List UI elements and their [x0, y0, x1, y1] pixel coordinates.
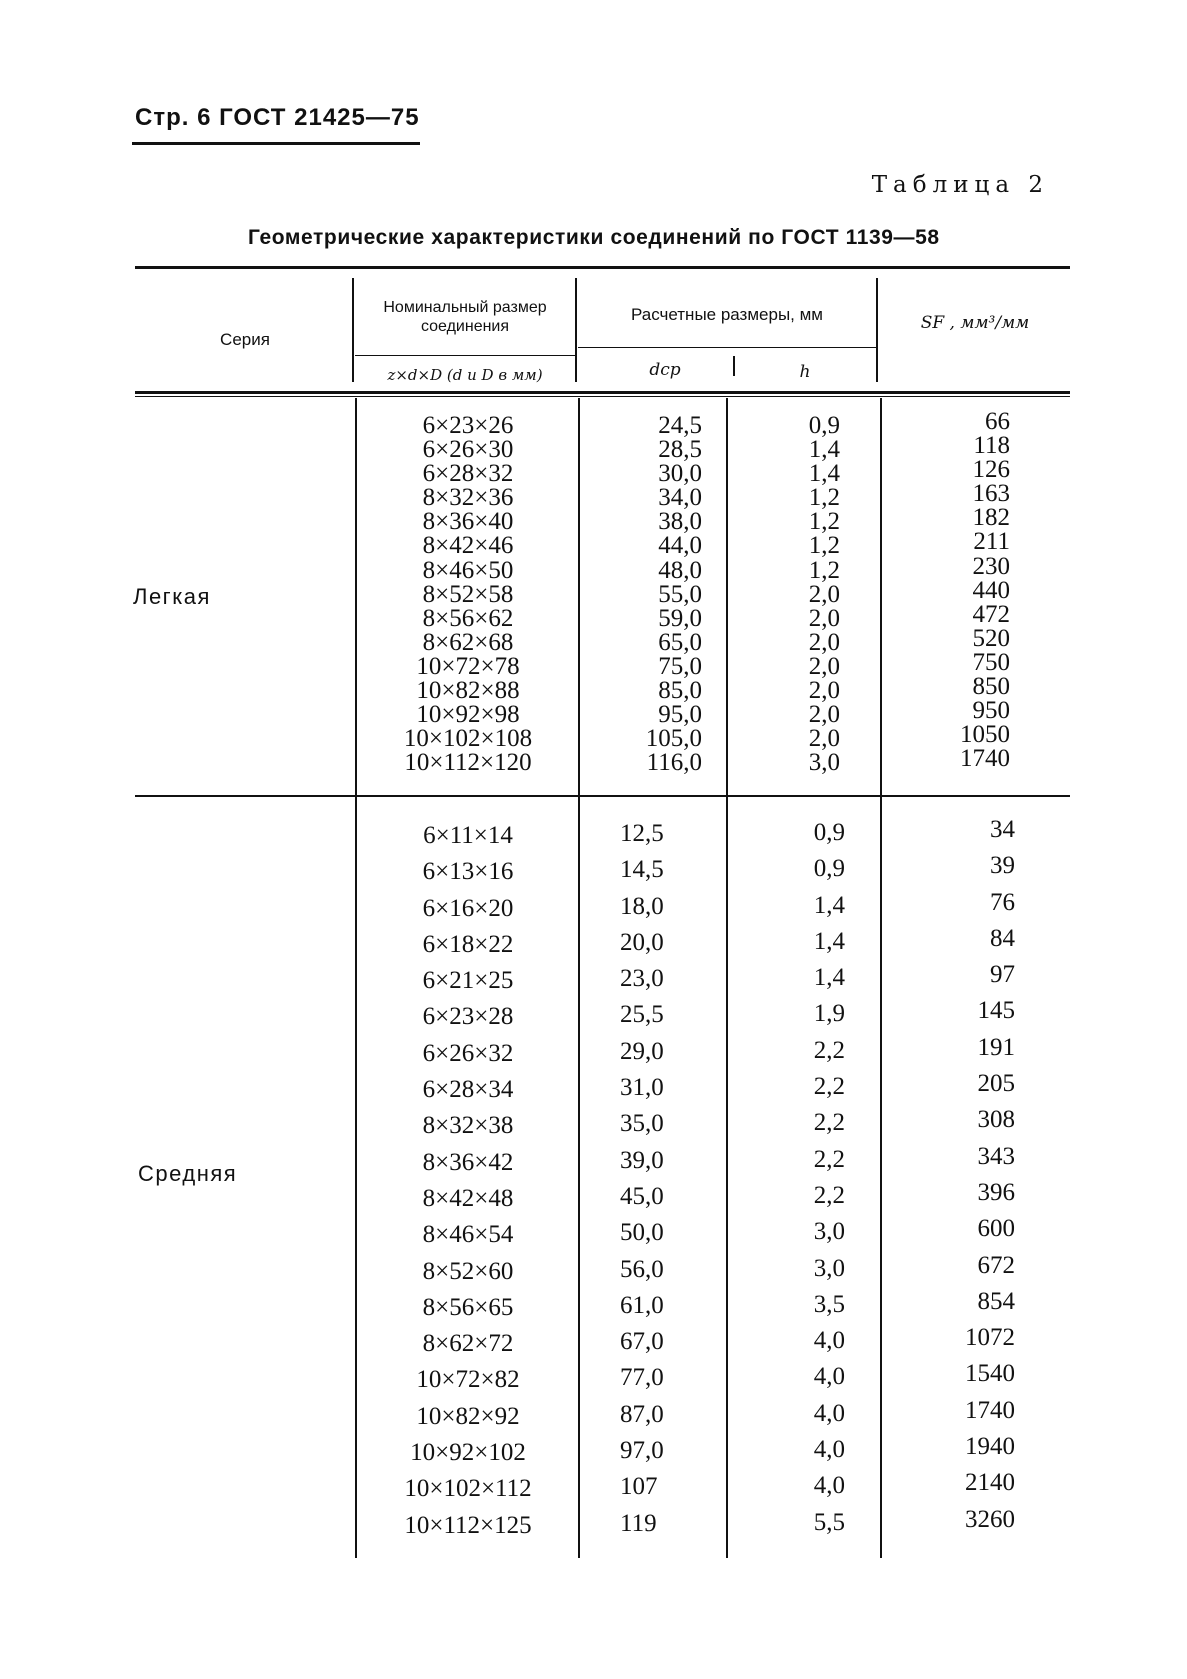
- cell-size: 8×56×62: [422, 604, 514, 632]
- body-vline-1: [355, 398, 357, 1558]
- cell-size: 10×72×82: [416, 1366, 520, 1394]
- cell-h: 1,4: [813, 964, 845, 992]
- cell-sf: 950: [972, 697, 1010, 725]
- cell-h: 2,0: [808, 628, 840, 656]
- cell-h: 1,4: [808, 436, 840, 464]
- cell-dcp: 45,0: [620, 1182, 664, 1210]
- cell-dcp: 31,0: [620, 1074, 664, 1102]
- cell-size: 10×112×120: [404, 749, 532, 777]
- cell-dcp: 38,0: [658, 508, 702, 536]
- cell-sf: 600: [977, 1215, 1015, 1243]
- header-nominal-sub: z×d×D (d и D в мм): [387, 366, 543, 384]
- header-bottom-rule-2: [135, 396, 1070, 397]
- cell-sf: 850: [972, 673, 1010, 701]
- table-top-rule: [135, 266, 1070, 269]
- header-vline-2: [575, 278, 577, 382]
- cell-dcp: 67,0: [620, 1328, 664, 1356]
- cell-size: 10×112×125: [404, 1511, 532, 1539]
- cell-h: 1,2: [808, 508, 840, 536]
- cell-dcp: 23,0: [620, 965, 664, 993]
- group2-dcp-column: [620, 816, 700, 1542]
- cell-sf: 1540: [965, 1360, 1015, 1388]
- cell-dcp: 77,0: [620, 1364, 664, 1392]
- cell-sf: 145: [977, 997, 1015, 1025]
- cell-dcp: 59,0: [658, 604, 702, 632]
- group2-sf-column: [935, 812, 1015, 1538]
- cell-sf: 211: [973, 528, 1010, 556]
- cell-size: 8×42×46: [422, 532, 514, 560]
- cell-sf: 126: [972, 456, 1010, 484]
- group1-sf-column: [930, 410, 1010, 771]
- cell-sf: 39: [990, 852, 1015, 880]
- header-rule: [132, 142, 420, 145]
- header-vline-3: [876, 278, 878, 382]
- page-header: Стр. 6 ГОСТ 21425—75: [135, 104, 420, 131]
- cell-dcp: 44,0: [658, 532, 702, 560]
- cell-h: 5,5: [813, 1508, 845, 1536]
- cell-dcp: 61,0: [620, 1291, 664, 1319]
- nominal-sub-rule: [355, 355, 575, 356]
- group1-dcp-column: [612, 414, 702, 775]
- cell-sf: 205: [977, 1070, 1015, 1098]
- cell-dcp: 28,5: [658, 436, 702, 464]
- cell-h: 4,0: [813, 1472, 845, 1500]
- cell-dcp: 39,0: [620, 1146, 664, 1174]
- cell-size: 6×13×16: [422, 858, 514, 886]
- cell-size: 8×52×60: [422, 1257, 514, 1285]
- header-vline-dcp-h: [733, 356, 735, 376]
- cell-h: 0,9: [813, 855, 845, 883]
- cell-size: 10×72×78: [416, 652, 520, 680]
- cell-h: 2,0: [808, 580, 840, 608]
- cell-dcp: 14,5: [620, 856, 664, 884]
- cell-dcp: 35,0: [620, 1110, 664, 1138]
- cell-dcp: 20,0: [620, 928, 664, 956]
- cell-size: 6×23×26: [422, 412, 514, 439]
- header-nominal: Номинальный размер соединения: [383, 299, 547, 335]
- cell-sf: 1072: [965, 1324, 1015, 1352]
- cell-size: 10×82×88: [416, 677, 520, 705]
- cell-size: 6×28×34: [422, 1076, 514, 1104]
- cell-dcp: 107: [620, 1473, 658, 1501]
- cell-h: 2,2: [813, 1073, 845, 1101]
- cell-h: 3,0: [813, 1218, 845, 1246]
- body-vline-4: [880, 398, 882, 1558]
- header-calc: Расчетные размеры, мм: [630, 305, 823, 324]
- cell-h: 3,0: [813, 1254, 845, 1282]
- group1-size-column: [368, 414, 568, 775]
- cell-sf: 472: [972, 600, 1010, 628]
- cell-sf: 182: [972, 504, 1010, 532]
- cell-dcp: 50,0: [620, 1219, 664, 1247]
- cell-size: 6×18×22: [422, 930, 514, 958]
- cell-sf: 3260: [965, 1505, 1015, 1533]
- cell-dcp: 48,0: [658, 556, 702, 584]
- cell-sf: 396: [977, 1178, 1015, 1206]
- body-vline-2: [578, 398, 580, 1558]
- cell-h: 2,0: [808, 604, 840, 632]
- body-vline-3: [726, 398, 728, 1558]
- cell-size: 8×36×42: [422, 1148, 514, 1176]
- cell-dcp: 30,0: [658, 460, 702, 488]
- cell-sf: 2140: [965, 1469, 1015, 1497]
- cell-sf: 308: [977, 1106, 1015, 1134]
- cell-dcp: 85,0: [658, 677, 702, 705]
- cell-sf: 230: [972, 552, 1010, 580]
- cell-sf: 1740: [960, 745, 1010, 773]
- cell-size: 6×26×32: [422, 1039, 514, 1067]
- cell-h: 1,4: [813, 891, 845, 919]
- group2-size-column: [368, 818, 568, 1544]
- header-bottom-rule: [135, 391, 1070, 394]
- header-series: Серия: [220, 330, 270, 349]
- cell-size: 10×102×108: [403, 725, 533, 753]
- cell-h: 2,0: [808, 652, 840, 680]
- cell-size: 8×32×36: [422, 484, 514, 512]
- cell-dcp: 65,0: [658, 628, 702, 656]
- cell-size: 8×52×58: [422, 580, 514, 608]
- cell-sf: 1050: [960, 721, 1010, 749]
- cell-sf: 66: [985, 408, 1010, 435]
- cell-sf: 118: [973, 432, 1010, 460]
- cell-sf: 191: [977, 1033, 1015, 1061]
- cell-sf: 163: [972, 480, 1010, 508]
- cell-h: 1,4: [813, 927, 845, 955]
- cell-h: 2,2: [813, 1109, 845, 1137]
- cell-dcp: 34,0: [658, 484, 702, 512]
- header-dcp: dср: [649, 360, 681, 380]
- cell-h: 2,2: [813, 1036, 845, 1064]
- cell-h: 2,0: [808, 725, 840, 753]
- cell-size: 8×62×68: [422, 628, 514, 656]
- cell-h: 3,5: [813, 1290, 845, 1318]
- cell-dcp: 95,0: [658, 701, 702, 729]
- cell-sf: 1940: [965, 1433, 1015, 1461]
- cell-h: 1,4: [808, 460, 840, 488]
- group1-h-column: [770, 414, 840, 775]
- cell-sf: 854: [977, 1287, 1015, 1315]
- header-sf: SF , мм³/мм: [920, 313, 1030, 333]
- cell-size: 8×42×48: [422, 1184, 514, 1212]
- cell-sf: 750: [972, 648, 1010, 676]
- cell-h: 2,2: [813, 1181, 845, 1209]
- table-label: Таблица 2: [871, 172, 1049, 198]
- cell-h: 4,0: [813, 1363, 845, 1391]
- cell-h: 1,2: [808, 556, 840, 584]
- cell-dcp: 24,5: [658, 412, 702, 439]
- cell-h: 0,9: [808, 412, 840, 439]
- group-separator-rule: [135, 795, 1070, 797]
- cell-sf: 672: [977, 1251, 1015, 1279]
- cell-size: 8×62×72: [422, 1330, 514, 1358]
- cell-dcp: 12,5: [620, 820, 664, 847]
- calc-sub-rule: [578, 347, 876, 348]
- series-label-light: Легкая: [133, 584, 211, 609]
- cell-size: 10×102×112: [404, 1475, 532, 1503]
- cell-size: 10×82×92: [416, 1402, 520, 1430]
- cell-sf: 440: [972, 576, 1010, 604]
- cell-sf: 76: [990, 888, 1015, 916]
- cell-dcp: 55,0: [658, 580, 702, 608]
- table-title: Геометрические характеристики соединений по ГОСТ 1139—58: [248, 226, 940, 249]
- cell-h: 4,0: [813, 1399, 845, 1427]
- cell-size: 6×21×25: [422, 967, 514, 995]
- cell-size: 6×11×14: [423, 822, 513, 849]
- cell-dcp: 105,0: [645, 725, 702, 753]
- cell-sf: 343: [977, 1142, 1015, 1170]
- cell-h: 2,2: [813, 1145, 845, 1173]
- cell-dcp: 116,0: [646, 749, 702, 777]
- cell-sf: 34: [990, 816, 1015, 843]
- cell-h: 2,0: [808, 677, 840, 705]
- cell-h: 4,0: [813, 1436, 845, 1464]
- series-label-medium: Средняя: [138, 1161, 238, 1186]
- cell-dcp: 87,0: [620, 1400, 664, 1428]
- cell-dcp: 119: [620, 1509, 657, 1537]
- cell-dcp: 56,0: [620, 1255, 664, 1283]
- cell-sf: 97: [990, 961, 1015, 989]
- cell-h: 1,9: [813, 1000, 845, 1028]
- cell-sf: 84: [990, 924, 1015, 952]
- cell-size: 6×26×30: [422, 436, 514, 464]
- cell-size: 8×56×65: [422, 1293, 514, 1321]
- cell-size: 6×16×20: [422, 894, 514, 922]
- cell-sf: 520: [972, 624, 1010, 652]
- cell-dcp: 18,0: [620, 892, 664, 920]
- cell-h: 3,0: [808, 749, 840, 777]
- cell-size: 6×28×32: [422, 460, 514, 488]
- header-h: h: [799, 362, 811, 382]
- cell-size: 10×92×102: [410, 1439, 526, 1467]
- cell-h: 1,2: [808, 532, 840, 560]
- cell-h: 4,0: [813, 1327, 845, 1355]
- cell-size: 8×32×38: [422, 1112, 514, 1140]
- cell-h: 1,2: [808, 484, 840, 512]
- cell-h: 0,9: [813, 819, 845, 846]
- cell-size: 8×46×50: [422, 556, 514, 584]
- cell-h: 2,0: [808, 701, 840, 729]
- header-vline-1: [352, 278, 354, 382]
- cell-size: 8×36×40: [422, 508, 514, 536]
- cell-size: 8×46×54: [422, 1221, 514, 1249]
- group2-h-column: [775, 815, 845, 1541]
- cell-size: 10×92×98: [416, 701, 520, 729]
- cell-size: 6×23×28: [422, 1003, 514, 1031]
- cell-dcp: 29,0: [620, 1037, 664, 1065]
- cell-dcp: 75,0: [658, 652, 702, 680]
- cell-sf: 1740: [965, 1396, 1015, 1424]
- cell-dcp: 25,5: [620, 1001, 664, 1029]
- cell-dcp: 97,0: [620, 1437, 664, 1465]
